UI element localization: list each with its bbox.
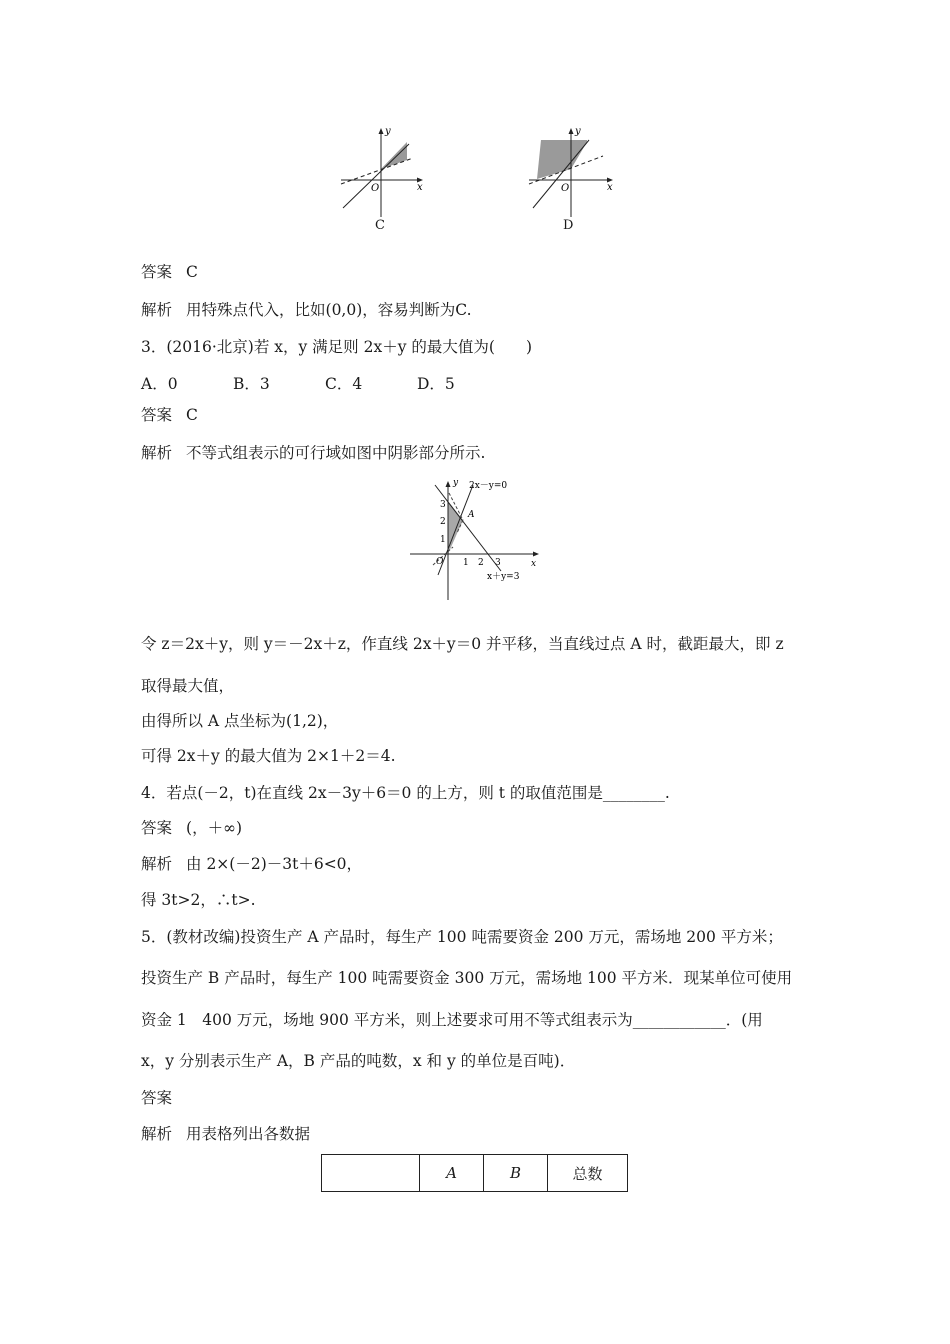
x-axis-label: x (531, 559, 537, 569)
table-header-cell: B (484, 1155, 548, 1192)
option-c: C．4 (325, 375, 363, 393)
point-a-label: A (468, 510, 475, 520)
line-2x-y-label: 2x－y=0 (469, 481, 508, 491)
tick-y-3: 3 (440, 500, 446, 510)
option-b: B．3 (233, 375, 270, 393)
y-axis-label: y (575, 126, 581, 137)
answer-value: C (186, 263, 198, 281)
caption-d: D (563, 218, 574, 233)
question-5-line-4: x，y 分别表示生产 A，B 产品的吨数，x 和 y 的单位是百吨)． (141, 1052, 576, 1070)
analysis-3 (141, 443, 485, 463)
analysis-label: 解析 (141, 855, 173, 873)
tick-y-1: 1 (440, 535, 446, 545)
answer-label: 答案 (141, 1089, 173, 1107)
origin-label: O (561, 183, 570, 194)
tick-x-2: 2 (478, 558, 484, 568)
line-x-y-label: x＋y=3 (487, 572, 520, 582)
question-5-line-1: 5．(教材改编)投资生产 A 产品时，每生产 100 吨需要资金 200 万元，需场地 200 平方米； (141, 928, 783, 946)
figure-option-c (335, 122, 435, 222)
answer-5 (141, 1088, 172, 1108)
answer-label: 答案 (141, 406, 173, 424)
q3-body-line-3: 由得所以 A 点坐标为(1,2)， (141, 712, 339, 730)
question-5-line-2: 投资生产 B 产品时，每生产 100 吨需要资金 300 万元，需场地 100 平方米．现某单位可使用 (141, 969, 793, 987)
origin-label: O (371, 183, 380, 194)
tick-y-2: 2 (440, 517, 446, 527)
origin-label: O (436, 557, 444, 567)
q3-body-line-1: 令 z＝2x＋y，则 y＝－2x＋z，作直线 2x＋y＝0 并平移，当直线过点 A 时，截距最大，即 z (141, 635, 784, 653)
table-header-cell (322, 1155, 420, 1192)
question-3-options (141, 374, 509, 394)
analysis-text: 不等式组表示的可行域如图中阴影部分所示. (186, 444, 486, 462)
answer-label: 答案 (141, 819, 173, 837)
analysis-label: 解析 (141, 444, 173, 462)
graph-c (335, 122, 435, 222)
graph-d (525, 122, 625, 222)
table-header-cell: 总数 (548, 1155, 628, 1192)
y-axis-label: y (453, 478, 459, 488)
figure-option-d (525, 122, 625, 222)
q3-body-line-2: 取得最大值， (141, 677, 235, 695)
figure-feasible-region (405, 475, 545, 605)
question-5-line-3: 资金 1 400 万元，场地 900 平方米，则上述要求可用不等式组表示为____________．(用 (141, 1011, 763, 1029)
question-4-stem: 4．若点(－2，t)在直线 2x－3y＋6＝0 的上方，则 t 的取值范围是________. (141, 784, 670, 802)
y-axis-label: y (385, 126, 391, 137)
table-header-row (322, 1155, 628, 1192)
analysis-label: 解析 (141, 1125, 173, 1143)
feasible-region-graph (405, 475, 545, 605)
option-d: D．5 (417, 375, 455, 393)
analysis-4-line-1 (141, 854, 362, 874)
x-axis-label: x (417, 182, 423, 193)
analysis-label: 解析 (141, 301, 173, 319)
analysis-5 (141, 1124, 310, 1144)
answer-label: 答案 (141, 263, 173, 281)
q3-body-line-4: 可得 2x＋y 的最大值为 2×1＋2＝4. (141, 747, 396, 765)
option-a: A．0 (141, 375, 178, 393)
tick-x-3: 3 (495, 558, 501, 568)
data-table (321, 1154, 628, 1192)
answer-3 (141, 405, 198, 425)
analysis-text: 由 2×(－2)－3t＋6<0， (186, 855, 363, 873)
x-axis-label: x (607, 182, 613, 193)
analysis-text: 用表格列出各数据 (186, 1125, 311, 1143)
question-3-stem: 3．(2016·北京)若 x，y 满足则 2x＋y 的最大值为( ) (141, 338, 532, 356)
analysis-text: 用特殊点代入，比如(0,0)，容易判断为C. (186, 301, 472, 319)
answer-2 (141, 262, 198, 282)
table-header-cell: A (420, 1155, 484, 1192)
analysis-4-line-2: 得 3t>2，∴t>. (141, 891, 256, 909)
tick-x-1: 1 (463, 558, 469, 568)
analysis-2 (141, 300, 472, 320)
answer-value: C (186, 406, 198, 424)
answer-value: (，＋∞) (186, 819, 243, 837)
caption-c: C (375, 218, 385, 233)
answer-4 (141, 818, 242, 838)
